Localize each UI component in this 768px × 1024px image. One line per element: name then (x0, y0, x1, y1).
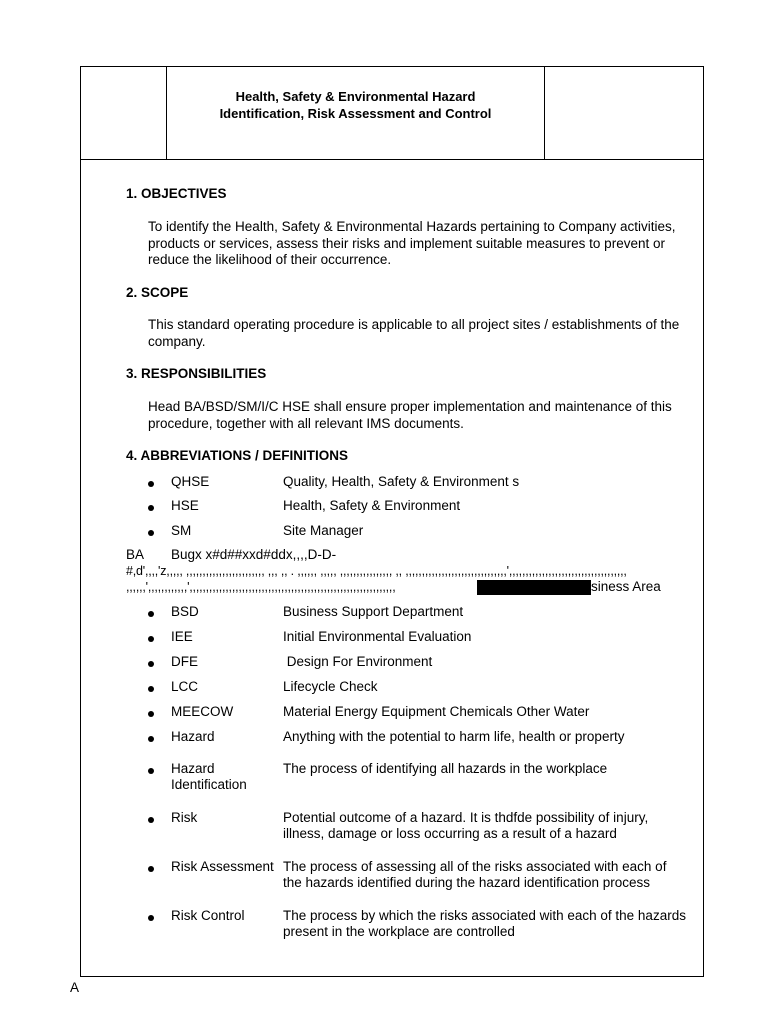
definition-term: DFE (171, 654, 198, 669)
bullet-icon (148, 530, 154, 536)
definition-term: IEE (171, 629, 193, 644)
bullet-icon (148, 686, 154, 692)
definition-text: Lifecycle Check (283, 679, 378, 694)
header-left-cell (81, 67, 167, 159)
objectives-body: To identify the Health, Safety & Environmental Hazards pertaining to Company activities, products or services, assess their risks and implement suitable measures to prevent or reduce the likelihood of their occurrence. (148, 219, 676, 267)
definition-text: Anything with the potential to harm life, health or property (283, 729, 625, 744)
footer-mark: A (70, 980, 80, 995)
garbled-text-label: BA (126, 547, 145, 562)
definition-term: MEECOW (171, 704, 234, 719)
bullet-icon (148, 768, 154, 774)
definition-term: Hazard (171, 729, 215, 744)
definition-term: Hazard Identification (171, 761, 247, 792)
scope-body: This standard operating procedure is applicable to all project sites / establishments of the company. (148, 317, 680, 349)
garbled-text-tail: siness Area (591, 579, 661, 594)
definition-term: Risk (171, 810, 198, 825)
definition-text: Health, Safety & Environment (283, 498, 461, 513)
definition-text: The process of identifying all hazards in the workplace (283, 761, 608, 776)
header-title-cell (167, 67, 544, 159)
definition-text: Site Manager (283, 523, 364, 538)
bullet-icon (148, 866, 154, 872)
definition-term: Risk Assessment (171, 859, 274, 874)
garbled-text-line3: ,,,,,,',,,,,,,,,,,,',,,,,,,,,,,,,,,,,,,,,,,,,,,,,,,,,,,,,,,,,,,,,,,,,,,,,,,,,,,,,,, (126, 580, 396, 594)
bullet-icon (148, 505, 154, 511)
garbled-text-line1: Bugx x#d##xxd#ddx,,,,D-D- (171, 547, 337, 562)
objectives-heading: 1. OBJECTIVES (126, 186, 227, 201)
bullet-icon (148, 611, 154, 617)
scope-heading: 2. SCOPE (126, 285, 189, 300)
definition-term: HSE (171, 498, 199, 513)
definition-term: SM (171, 523, 192, 538)
bullet-icon (148, 711, 154, 717)
bullet-icon (148, 736, 154, 742)
bullet-icon (148, 915, 154, 921)
responsibilities-body: Head BA/BSD/SM/I/C HSE shall ensure proper implementation and maintenance of this procedure, together with all relevant IMS documents. (148, 399, 672, 431)
redaction-block (477, 580, 591, 595)
bullet-icon (148, 661, 154, 667)
definition-text: The process by which the risks associated with each of the hazards present in the workplace are controlled (283, 908, 686, 939)
definition-term: LCC (171, 679, 199, 694)
definition-text: Material Energy Equipment Chemicals Other Water (283, 704, 590, 719)
header-table (81, 67, 703, 160)
abbreviations-heading: 4. ABBREVIATIONS / DEFINITIONS (126, 448, 349, 463)
definition-text: Potential outcome of a hazard. It is thdfde possibility of injury, illness, damage or loss occurring as a result of a hazard (283, 810, 649, 841)
header-title-line2: Identification, Risk Assessment and Control (219, 106, 492, 121)
bullet-icon (148, 636, 154, 642)
definition-term: QHSE (171, 474, 210, 489)
garbled-text-line2: #,d',,,,'z,,,,, ,,,,,,,,,,,,,,,,,,,,,,,, ,,, ,, . ,,,,,, ,,,,, ,,,,,,,,,,,,,,,, ,, ,,,,,,,,,,,,,,,,,,,,,,,,,,,,,,,',,,,,,,,,,,,,,,,,,,,,,,,,,,,,,,,,,,, (126, 564, 627, 578)
definition-text: Quality, Health, Safety & Environment s (283, 474, 520, 489)
bullet-icon (148, 481, 154, 487)
definition-text: The process of assessing all of the risks associated with each of the hazards identified during the hazard identification process (283, 859, 667, 890)
definition-text: Business Support Department (283, 604, 464, 619)
bullet-icon (148, 817, 154, 823)
definition-text: Initial Environmental Evaluation (283, 629, 472, 644)
definition-term: BSD (171, 604, 199, 619)
definition-text: Design For Environment (283, 654, 433, 669)
responsibilities-heading: 3. RESPONSIBILITIES (126, 366, 267, 381)
header-title-line1: Health, Safety & Environmental Hazard (235, 89, 476, 104)
definition-term: Risk Control (171, 908, 245, 923)
header-right-cell (544, 67, 704, 159)
